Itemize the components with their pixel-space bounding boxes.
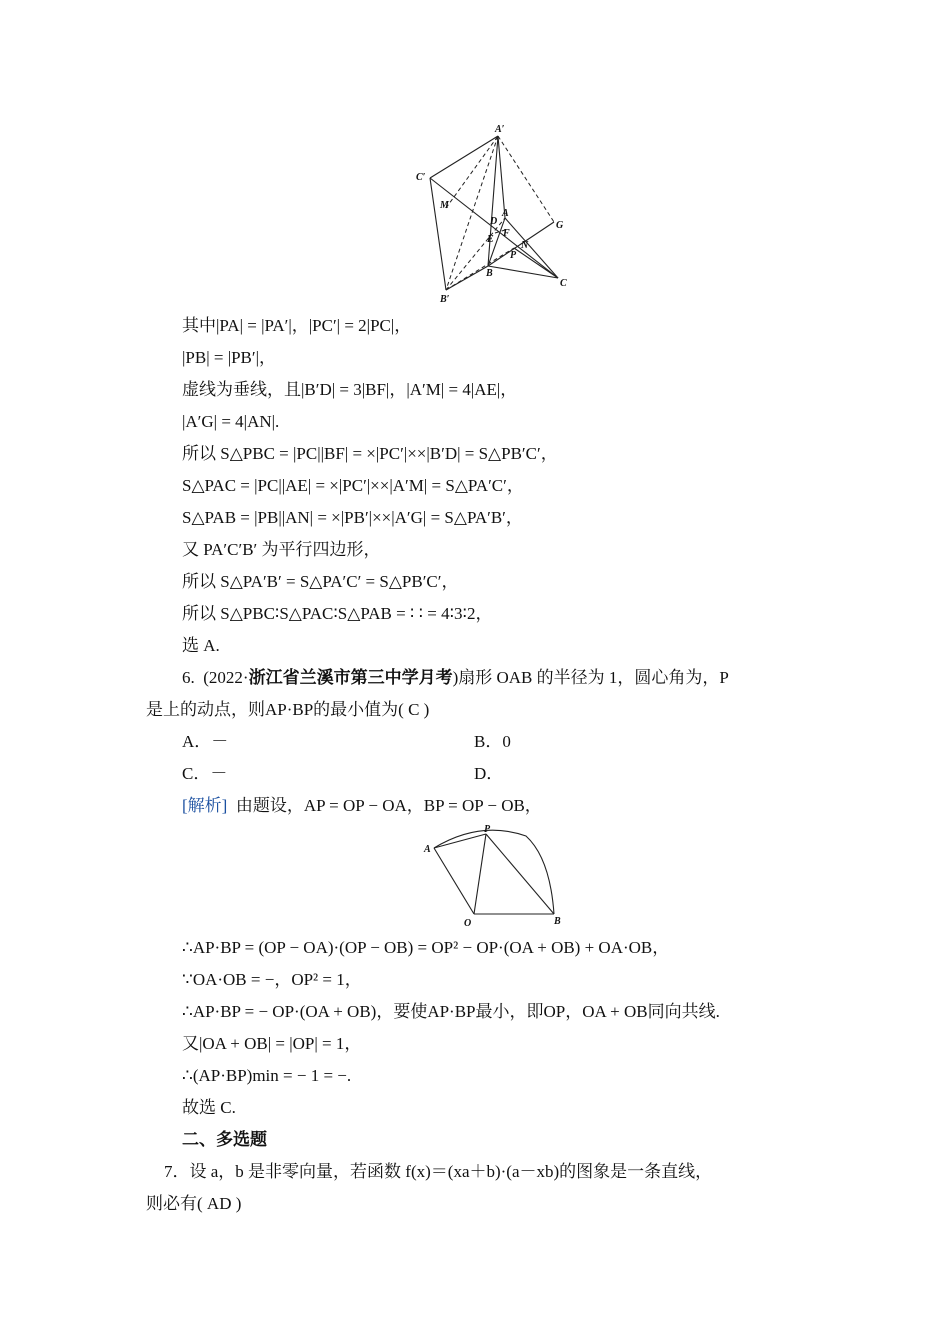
label-d: D (490, 216, 498, 227)
label-c: C (560, 278, 567, 289)
analysis-line (182, 794, 542, 818)
question-6-number: 6. (2022· (182, 668, 249, 687)
label-n: N (521, 240, 529, 251)
question-7-line2: 则必有( AD ) (146, 1194, 242, 1213)
text-line: S△PAB = |PB||AN| = ×|PB′|××|A′G| = S△PA′B′， (182, 508, 523, 527)
label-g: G (556, 220, 564, 231)
analysis-tag: [解析] (182, 796, 228, 815)
label-c-prime: C′ (416, 172, 426, 183)
section-heading: 二、多选题 (182, 1130, 267, 1149)
text-line: 又 PA′C′B′ 为平行四边形， (182, 540, 381, 559)
label-e: E (487, 234, 494, 245)
option-a: A．－ (182, 732, 229, 751)
analysis-text: 由题设，AP = OP − OA，BP = OP − OB， (227, 796, 542, 815)
text-line: |A′G| = 4|AN|. (182, 412, 280, 431)
label-b: B (554, 916, 561, 927)
option-c: C．－ (182, 764, 228, 783)
label-p: P (510, 250, 517, 261)
sector-figure (420, 822, 570, 930)
label-m: M (440, 200, 449, 211)
text-line: 虚线为垂线，且|B′D| = 3|BF|，|A′M| = 4|AE|， (182, 380, 518, 399)
label-o: O (464, 918, 472, 929)
question-6-source: 浙江省兰溪市第三中学月考 (248, 668, 453, 687)
label-a: A (502, 208, 509, 219)
question-6-stem: )扇形 OAB 的半径为 1，圆心角为，P (452, 668, 729, 687)
text-line: S△PAC = |PC||AE| = ×|PC′|××|A′M| = S△PA′C′， (182, 476, 524, 495)
text-line: 又|OA + OB| = |OP| = 1， (182, 1034, 362, 1053)
text-line: ∵OA·OB = −，OP² = 1， (182, 970, 362, 989)
text-line: 所以 S△PA′B′ = S△PA′C′ = S△PB′C′， (182, 572, 459, 591)
question-6-line2: 是上的动点，则AP·BP的最小值为( C ) (146, 700, 430, 719)
label-p: P (484, 824, 491, 835)
option-b: B．0 (474, 732, 511, 751)
option-d: D． (474, 764, 504, 783)
text-line: 故选 C. (182, 1098, 236, 1117)
geometry-figure-3d (410, 118, 590, 308)
label-f: F (503, 228, 510, 239)
question-6-line1 (182, 666, 729, 690)
text-line: 所以 S△PBC = |PC||BF| = ×|PC′|××|B′D| = S△PB′C′， (182, 444, 558, 463)
text-line: 选 A. (182, 636, 220, 655)
text-line: ∴AP·BP = (OP − OA)·(OP − OB) = OP² − OP·(OA + OB) + OA·OB， (182, 938, 670, 957)
label-b: B (486, 268, 493, 279)
text-line: |PB| = |PB′|， (182, 348, 277, 367)
text-line: 其中|PA| = |PA′|，|PC′| = 2|PC|， (182, 316, 412, 335)
text-line: ∴AP·BP = − OP·(OA + OB)，要使AP·BP最小，即OP，OA + OB同向共线. (182, 1002, 720, 1021)
question-7-line1: 7．设 a，b 是非零向量，若函数 f(x)＝(xa＋b)·(a－xb)的图象是一条直线， (164, 1162, 713, 1181)
label-b-prime: B′ (440, 294, 450, 305)
text-line: 所以 S△PBC∶S△PAC∶S△PAB = ∶ ∶ = 4∶3∶2， (182, 604, 493, 623)
label-a: A (424, 844, 431, 855)
text-line: ∴(AP·BP)min = − 1 = −. (182, 1066, 352, 1085)
label-a-prime: A′ (495, 124, 505, 135)
